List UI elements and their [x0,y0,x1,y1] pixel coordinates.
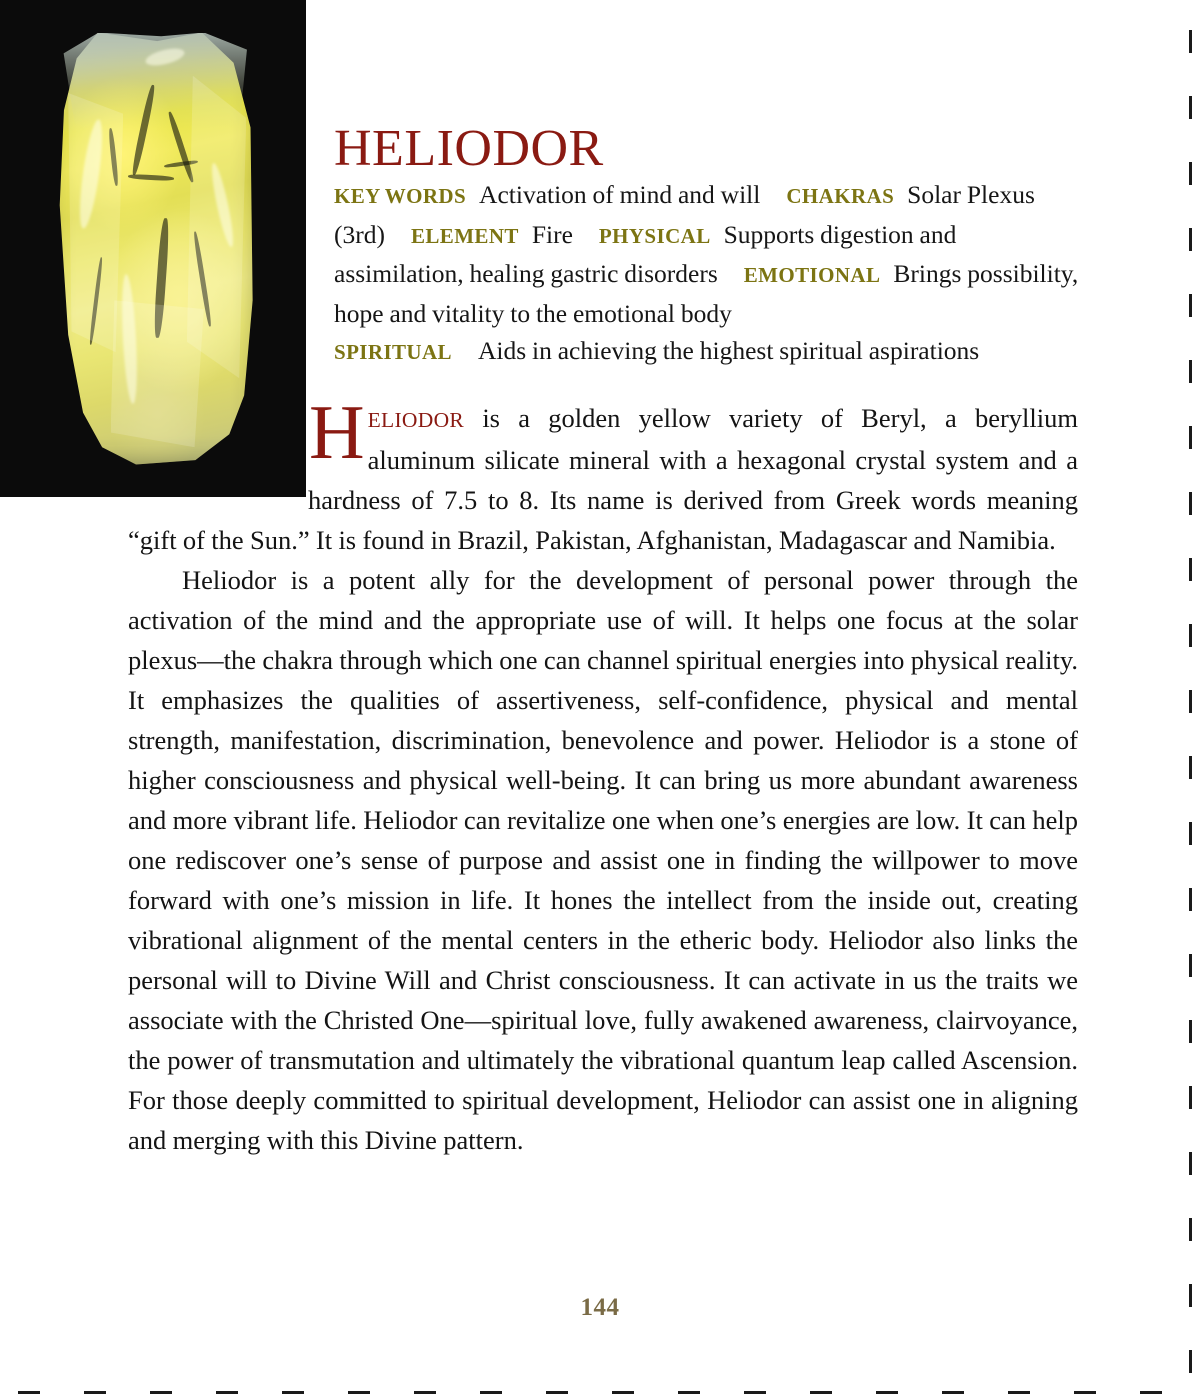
attribute-label-key-words: KEY WORDS [334,184,467,208]
registration-mark [1140,1391,1162,1394]
registration-mark [744,1391,766,1394]
registration-mark [942,1391,964,1394]
article-body [128,389,1078,1160]
drop-cap: H [309,389,365,475]
attribute-value-key-words: Activation of mind and will [479,180,761,209]
registration-mark [1189,162,1192,185]
attribute-value-spiritual: Aids in achieving the highest spiritual aspirations [477,336,980,365]
registration-mark [678,1391,700,1394]
registration-mark [1189,954,1192,977]
registration-mark [1189,690,1192,713]
registration-mark [1189,558,1192,581]
registration-mark [1189,360,1192,383]
page-number: 144 [580,1294,620,1321]
registration-mark [216,1391,238,1394]
registration-mark [282,1391,304,1394]
registration-mark [612,1391,634,1394]
attribute-label-chakras: CHAKRAS [786,184,895,208]
registration-mark [18,1391,40,1394]
registration-mark [480,1391,502,1394]
registration-mark [1008,1391,1030,1394]
body-paragraph: Heliodor is a potent ally for the development of personal power through the activation of the mind and the appropriate use of will. It helps one focus at the solar plexus—the chakra through which one can channel spiritual energies into physical reality. It emphasizes the qualities of assertiveness, self-confidence, physical and mental strength, manifestation, discrimination, benevolence and power. Heliodor is a stone of higher consciousness and physical well-being. It can bring us more abundant awareness and more vibrant life. Heliodor can revitalize one when one’s energies are low. It can help one rediscover one’s sense of purpose and assist one in finding the willpower to move forward with one’s mission in life. It hones the intellect from the inside out, creating vibrational alignment of the mental centers in the etheric body. Heliodor also links the personal will to Divine Will and Christ consciousness. It can activate in us the traits we associate with the Christed One—spiritual love, fully awakened awareness, clairvoyance, the power of transmutation and ultimately the vibrational quantum leap called Ascension. For those deeply committed to spiritual development, Heliodor can assist one in aligning and merging with this Divine pattern. [128,565,1078,1155]
registration-mark [414,1391,436,1394]
attribute-summary-block [334,176,1086,372]
intro-paragraph-text: is a golden yellow variety of Beryl, a beryllium aluminum silicate mineral with a hexagonal crystal system and a hardness of 7.5 to 8. Its name is derived from Greek words meaning “gift of the Sun.” It is found in Brazil, Pakistan, Afghanistan, Madagascar and Namibia. [128,403,1078,555]
registration-mark [1189,822,1192,845]
registration-mark [1189,1284,1192,1307]
registration-mark [1189,1218,1192,1241]
registration-mark [1189,1020,1192,1043]
registration-mark [1189,624,1192,647]
registration-mark [84,1391,106,1394]
registration-mark [1189,1152,1192,1175]
attribute-label-spiritual: SPIRITUAL [334,340,452,364]
registration-mark [1189,1350,1192,1373]
attribute-value-physical: Supports digestion and assimilation, healing gastric disorders [334,219,957,288]
registration-mark [876,1391,898,1394]
registration-mark [1189,228,1192,251]
registration-mark [1189,1086,1192,1109]
registration-mark [1189,756,1192,779]
intro-paragraph [128,389,1078,560]
attribute-label-physical: PHYSICAL [598,223,711,248]
registration-mark [150,1391,172,1394]
registration-mark [1189,492,1192,515]
registration-mark [1189,30,1192,53]
attribute-value-emotional: Brings possibility, hope and vitality to the emotional body [334,259,1079,328]
attribute-value-chakras: Solar Plexus (3rd) [334,180,1035,249]
attribute-label-element: ELEMENT [410,223,519,248]
lead-small-caps: ELIODOR [367,408,465,432]
page-title: HELIODOR [334,119,604,177]
registration-mark [546,1391,568,1394]
registration-mark [1074,1391,1096,1394]
registration-mark [1189,426,1192,449]
attribute-value-element: Fire [531,219,573,249]
photo-text-wrap-gutter [128,398,308,520]
registration-mark [810,1391,832,1394]
registration-mark [348,1391,370,1394]
attribute-label-emotional: EMOTIONAL [743,263,881,287]
registration-mark [1189,888,1192,911]
registration-mark [1189,96,1192,119]
registration-mark [1189,294,1192,317]
